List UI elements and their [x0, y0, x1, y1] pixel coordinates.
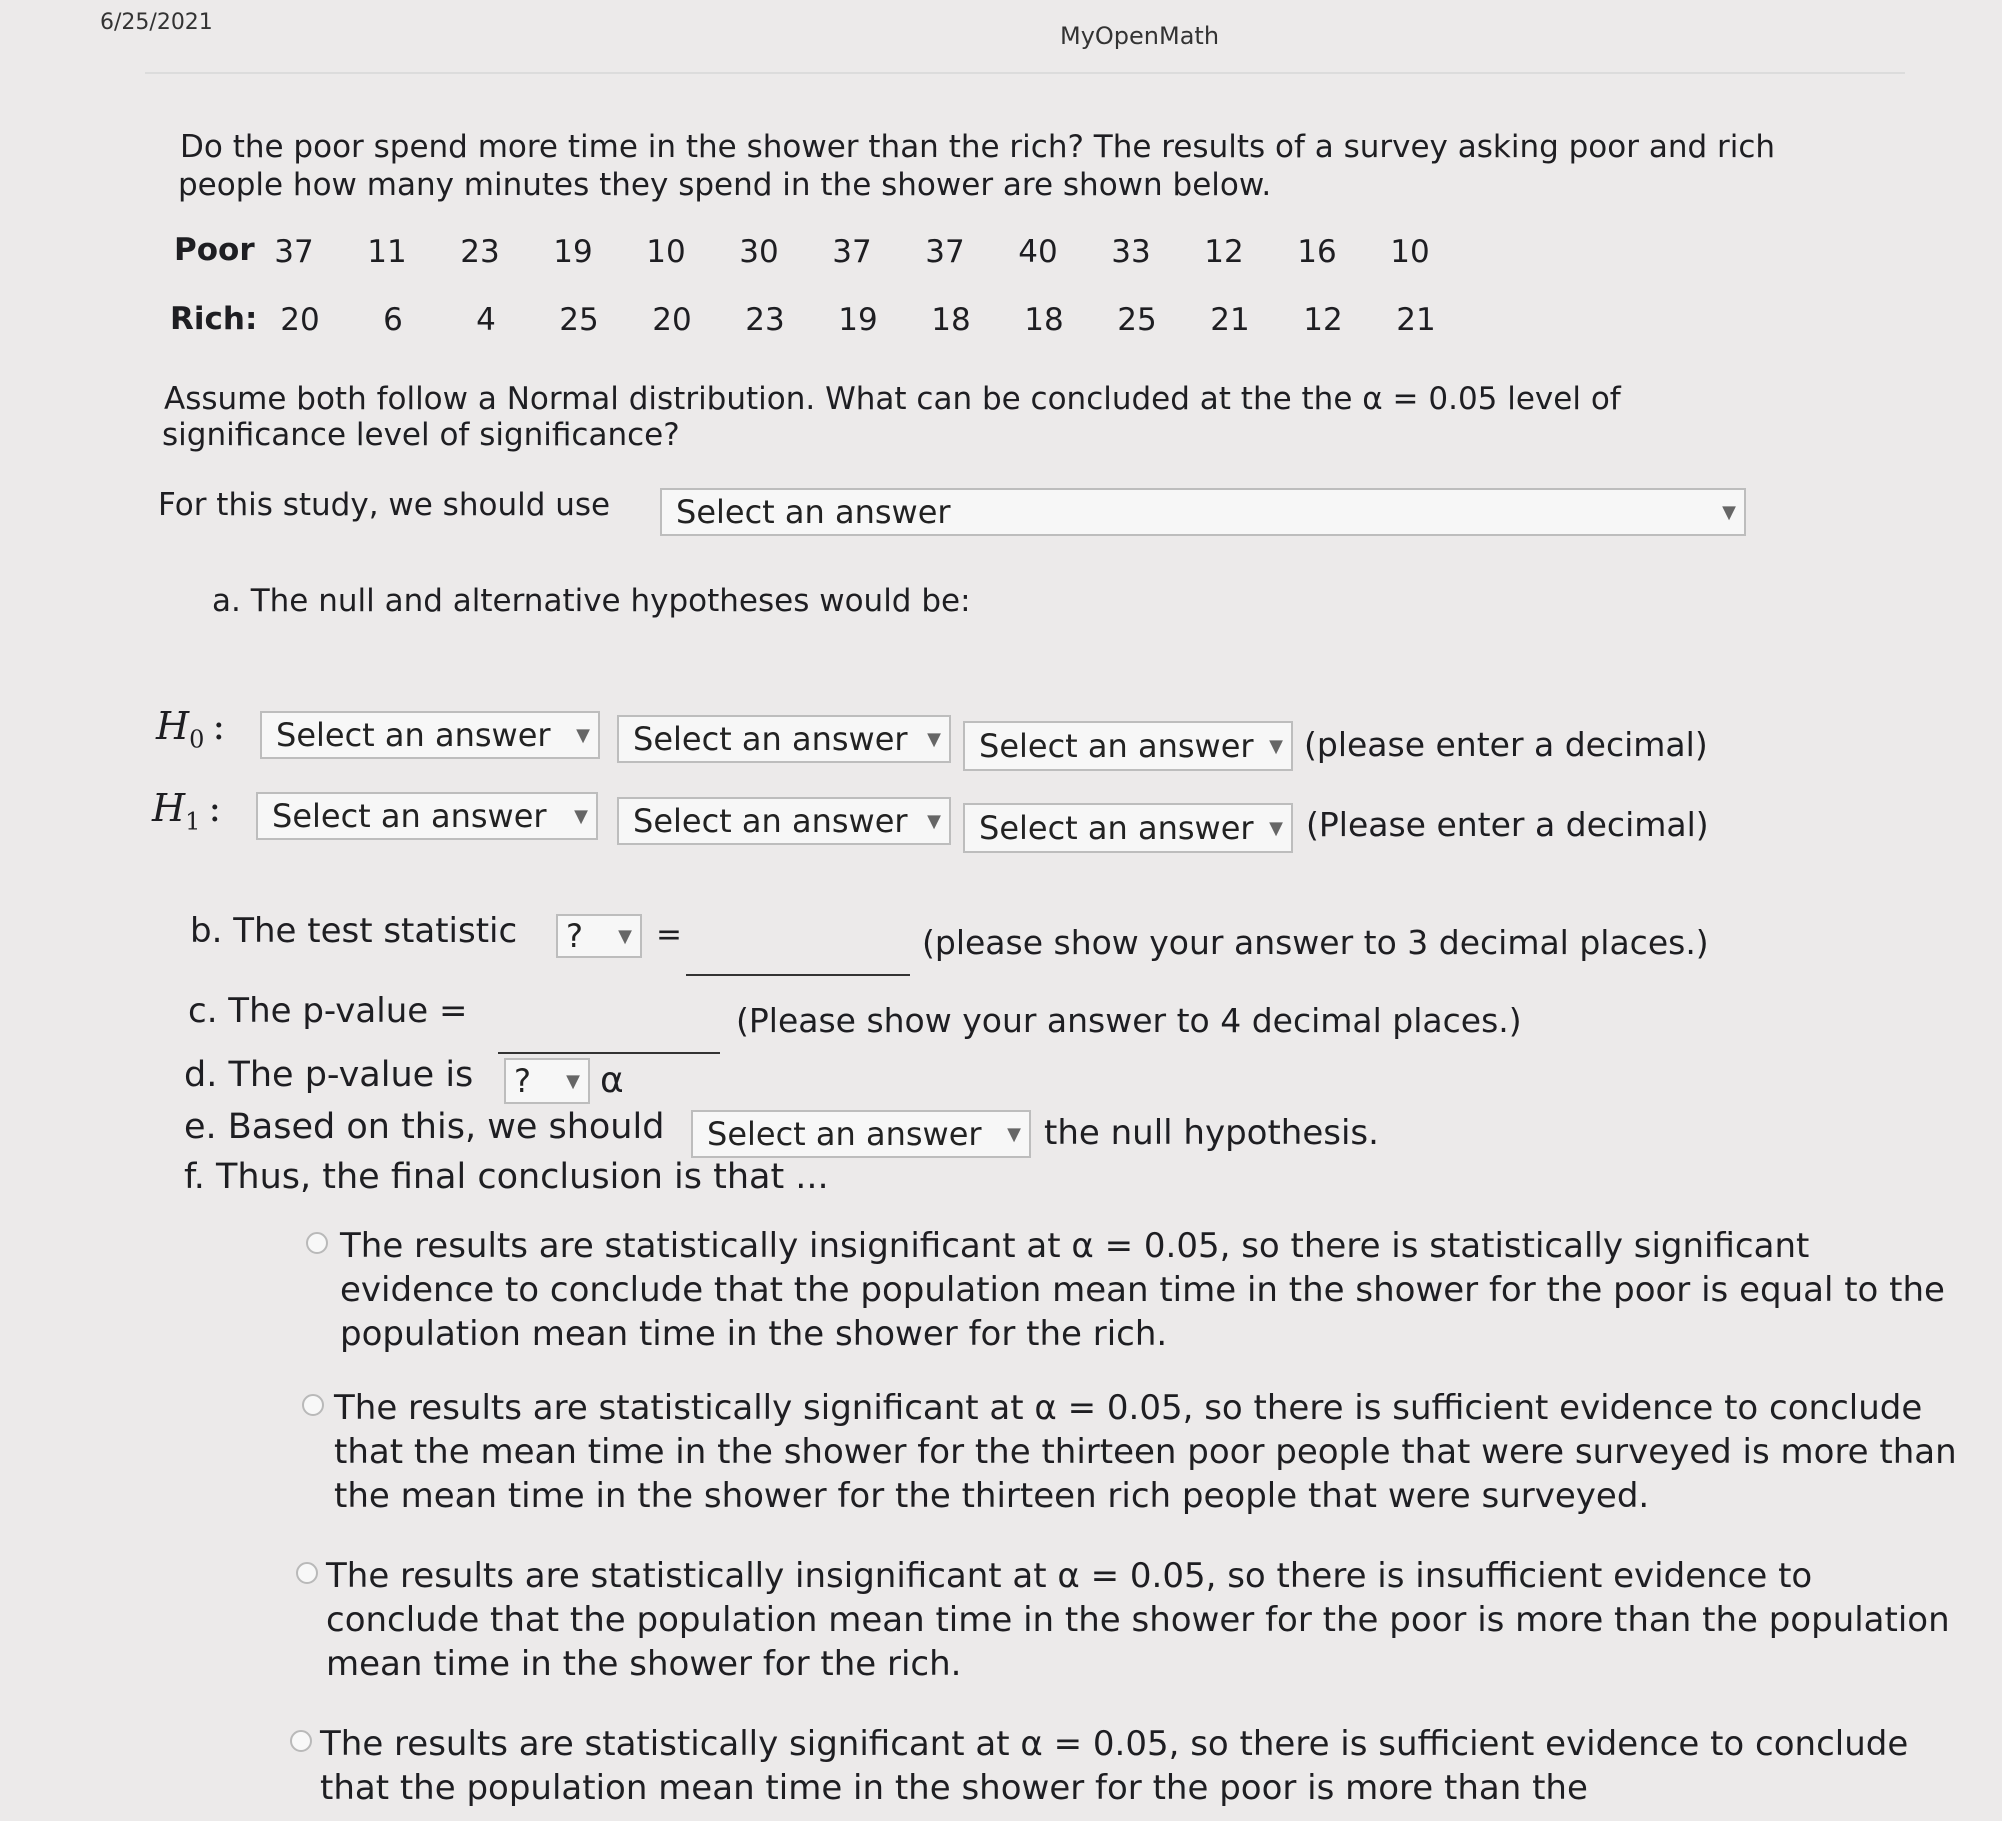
chevron-down-icon: ▼: [1722, 501, 1736, 523]
conclusion-option-4[interactable]: The results are statistically significant at α = 0.05, so there is sufficient evidence to conclude that the population mean time in the shower for the poor is more than the: [320, 1724, 1909, 1808]
h0-parameter-select[interactable]: [260, 711, 600, 759]
poor-value: 19: [553, 234, 593, 270]
poor-value: 11: [367, 234, 407, 270]
part-f-prompt: f. Thus, the final conclusion is that ...: [184, 1157, 829, 1197]
test-statistic-select[interactable]: [556, 914, 642, 958]
chevron-down-icon: ▼: [574, 805, 588, 827]
chevron-down-icon: ▼: [927, 728, 941, 750]
h1-symbol: H: [152, 786, 186, 830]
decision-select-label: Select an answer: [707, 1115, 982, 1153]
h0-operator-select-label: Select an answer: [633, 720, 908, 758]
assumption-line1: Assume both follow a Normal distribution. What can be concluded at the the α = 0.05 level of: [164, 381, 1621, 417]
rich-value: 18: [1024, 302, 1064, 338]
conclusion-option-1[interactable]: The results are statistically insignificant at α = 0.05, so there is statistically significant evidence to conclude that the population mean time in the shower for the poor is equal to the population mean time in the shower for the rich.: [340, 1226, 1945, 1354]
part-e-suffix: the null hypothesis.: [1044, 1113, 1379, 1153]
part-b-prompt: b. The test statistic: [190, 911, 518, 951]
rich-value: 6: [383, 302, 403, 338]
rich-value: 19: [838, 302, 878, 338]
site-title: MyOpenMath: [1060, 22, 1220, 50]
part-c-prompt: c. The p-value =: [188, 991, 468, 1031]
study-prompt: For this study, we should use: [158, 487, 611, 523]
h0-label: [156, 704, 225, 754]
part-d-prompt: d. The p-value is: [184, 1055, 474, 1095]
h0-colon: :: [212, 704, 226, 748]
chevron-down-icon: ▼: [927, 810, 941, 832]
h1-note: (Please enter a decimal): [1306, 805, 1709, 844]
assumption-line2: significance level of significance?: [162, 417, 680, 453]
part-b-note: (please show your answer to 3 decimal places.): [922, 923, 1709, 962]
poor-value: 23: [460, 234, 500, 270]
question-intro-line1: Do the poor spend more time in the shower than the rich? The results of a survey asking poor and rich: [180, 129, 1776, 165]
decision-select[interactable]: [691, 1110, 1031, 1158]
rich-value: 23: [745, 302, 785, 338]
poor-value: 12: [1204, 234, 1244, 270]
test-statistic-equals: =: [656, 917, 682, 953]
alpha-symbol: α: [600, 1060, 624, 1101]
header-divider: [145, 72, 1905, 74]
h1-colon: :: [208, 786, 222, 830]
chevron-down-icon: ▼: [1007, 1123, 1021, 1145]
poor-value: 10: [646, 234, 686, 270]
h1-subscript: 1: [185, 807, 201, 836]
poor-row-label: Poor: [174, 232, 255, 268]
chevron-down-icon: ▼: [566, 1070, 580, 1092]
h0-value-select-label: Select an answer: [979, 727, 1254, 765]
poor-value: 30: [739, 234, 779, 270]
rich-value: 20: [280, 302, 320, 338]
rich-value: 25: [1117, 302, 1157, 338]
h1-operator-select[interactable]: [617, 797, 951, 845]
test-statistic-select-label: ?: [566, 917, 583, 955]
rich-value: 4: [476, 302, 496, 338]
chevron-down-icon: ▼: [576, 724, 590, 746]
chevron-down-icon: ▼: [1269, 735, 1283, 757]
part-c-note: (Please show your answer to 4 decimal places.): [736, 1001, 1522, 1040]
conclusion-option-1-radio[interactable]: [306, 1232, 328, 1254]
conclusion-option-2[interactable]: The results are statistically significant at α = 0.05, so there is sufficient evidence to conclude that the mean time in the shower for the thirteen poor people that were surveyed is more than the mean time in the shower for the thirteen rich people that were surveyed.: [334, 1388, 1957, 1516]
conclusion-option-3[interactable]: The results are statistically insignificant at α = 0.05, so there is insufficient evidence to conclude that the population mean time in the shower for the poor is more than the population mean time in the shower for the rich.: [326, 1556, 1950, 1684]
h0-subscript: 0: [189, 725, 205, 754]
conclusion-option-2-radio[interactable]: [302, 1394, 324, 1416]
conclusion-option-4-radio[interactable]: [290, 1730, 312, 1752]
h1-label: [152, 786, 221, 836]
rich-value: 12: [1303, 302, 1343, 338]
chevron-down-icon: ▼: [1269, 817, 1283, 839]
poor-value: 37: [925, 234, 965, 270]
p-value-input[interactable]: [498, 1050, 720, 1054]
question-intro-line2: people how many minutes they spend in the shower are shown below.: [178, 167, 1272, 203]
chevron-down-icon: ▼: [618, 925, 632, 947]
h0-symbol: H: [156, 704, 190, 748]
h0-note: (please enter a decimal): [1304, 725, 1708, 764]
rich-value: 18: [931, 302, 971, 338]
h0-operator-select[interactable]: [617, 715, 951, 763]
study-type-select-label: Select an answer: [676, 493, 951, 531]
poor-value: 37: [274, 234, 314, 270]
poor-value: 33: [1111, 234, 1151, 270]
conclusion-option-3-radio[interactable]: [296, 1562, 318, 1584]
rich-value: 25: [559, 302, 599, 338]
h1-value-select-label: Select an answer: [979, 809, 1254, 847]
study-type-select[interactable]: [660, 488, 1746, 536]
poor-value: 10: [1390, 234, 1430, 270]
rich-value: 21: [1396, 302, 1436, 338]
h1-parameter-select[interactable]: [256, 792, 598, 840]
h1-value-select[interactable]: [963, 803, 1293, 853]
h1-parameter-select-label: Select an answer: [272, 797, 547, 835]
part-a-prompt: a. The null and alternative hypotheses would be:: [212, 583, 971, 619]
p-value-compare-select-label: ?: [514, 1062, 531, 1100]
print-date: 6/25/2021: [100, 10, 213, 35]
rich-row-label: Rich:: [170, 301, 258, 337]
poor-value: 37: [832, 234, 872, 270]
p-value-compare-select[interactable]: [504, 1058, 590, 1104]
h1-operator-select-label: Select an answer: [633, 802, 908, 840]
h0-parameter-select-label: Select an answer: [276, 716, 551, 754]
poor-value: 16: [1297, 234, 1337, 270]
test-statistic-input[interactable]: [686, 972, 910, 976]
part-e-prompt: e. Based on this, we should: [184, 1107, 665, 1147]
rich-value: 20: [652, 302, 692, 338]
poor-value: 40: [1018, 234, 1058, 270]
h0-value-select[interactable]: [963, 721, 1293, 771]
rich-value: 21: [1210, 302, 1250, 338]
